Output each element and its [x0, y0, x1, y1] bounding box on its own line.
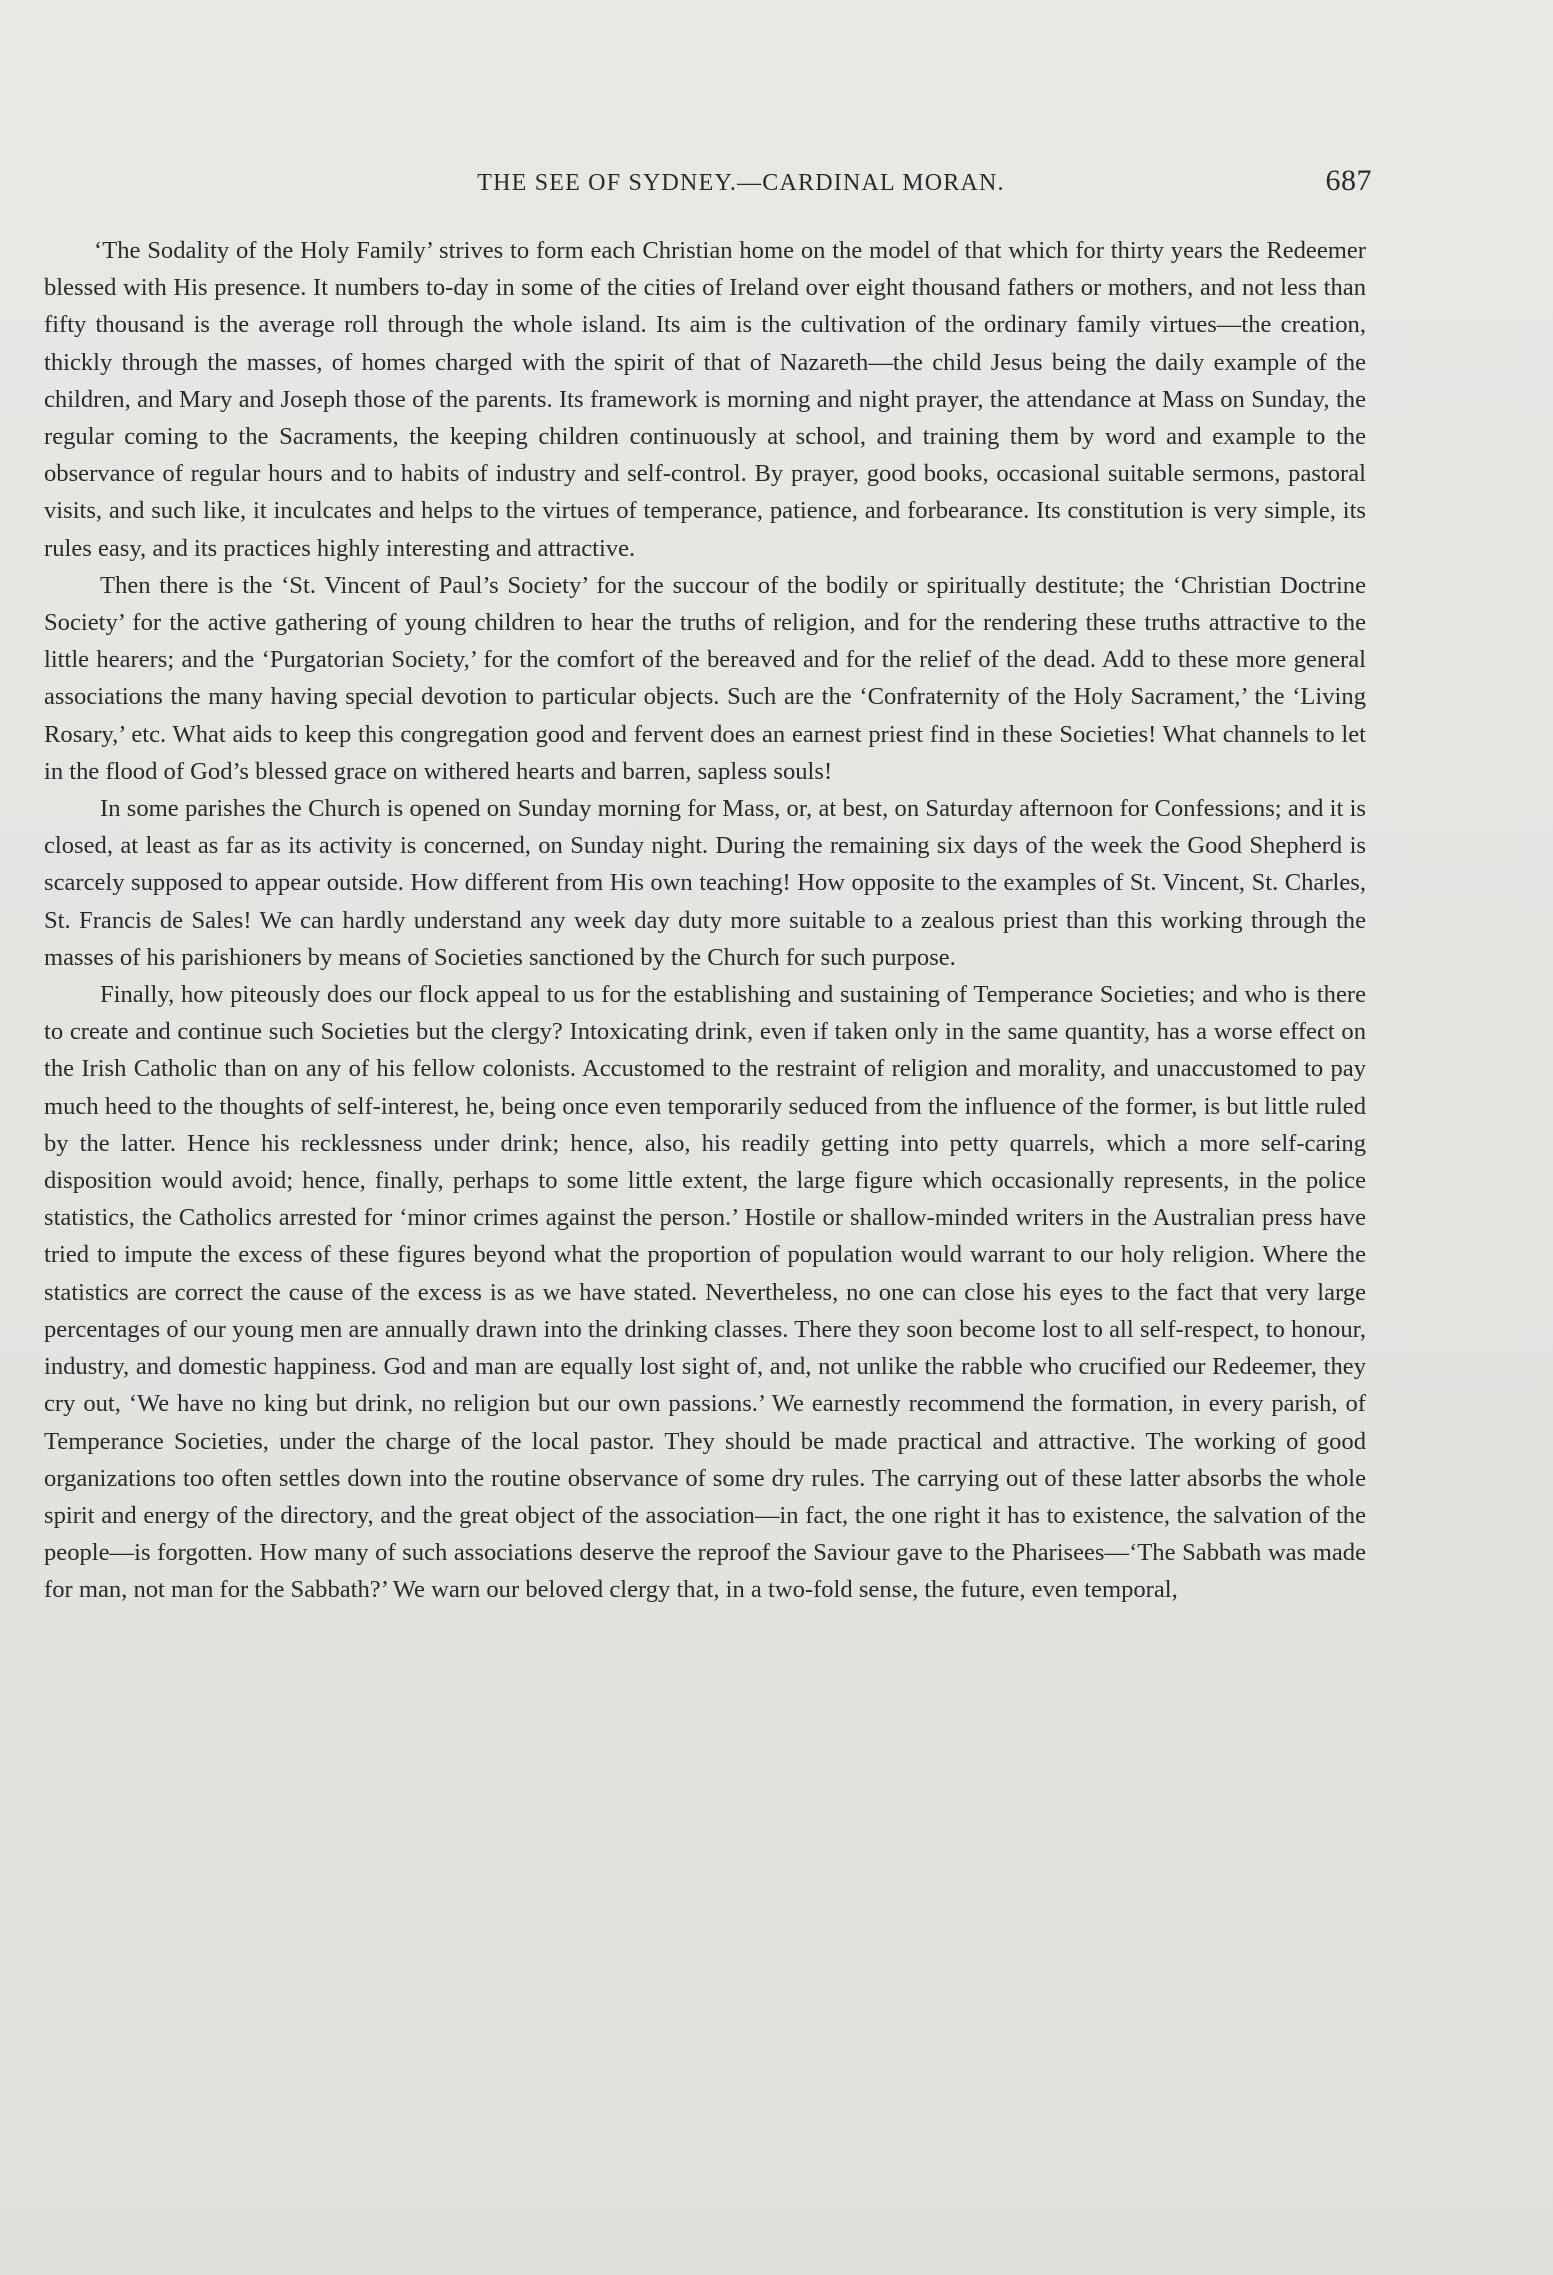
- running-head: [44, 160, 1372, 200]
- paragraph-temperance-societies: Finally, how piteously does our flock appeal to us for the establishing and sustaining of Temperance Societies; and who is there to create and continue such Societies but the clergy? Intoxicating drink, even if taken only in the same quantity, has a worse effect on the Irish Catholic than on any of his fellow colonists. Accustomed to the restraint of religion and morality, and unaccustomed to pay much heed to the thoughts of self-interest, he, being once even temporarily seduced from the influence of the former, is but little ruled by the latter. Hence his recklessness under drink; hence, also, his readily getting into petty quarrels, which a more self-caring disposition would avoid; hence, finally, perhaps to some little extent, the large figure which occasionally represents, in the police statistics, the Catholics arrested for ‘minor crimes against the person.’ Hostile or shallow-minded writers in the Australian press have tried to impute the excess of these figures beyond what the proportion of population would warrant to our holy religion. Where the statistics are correct the cause of the excess is as we have stated. Nevertheless, no one can close his eyes to the fact that very large percentages of our young men are annually drawn into the drinking classes. There they soon become lost to all self-respect, to honour, industry, and domestic happiness. God and man are equally lost sight of, and, not unlike the rabble who crucified our Redeemer, they cry out, ‘We have no king but drink, no religion but our own passions.’ We earnestly recommend the formation, in every parish, of Temperance Societies, under the charge of the local pastor. They should be made practical and attractive. The working of good organizations too often settles down into the routine observance of some dry rules. The carrying out of these latter absorbs the whole spirit and energy of the directory, and the great object of the association—in fact, the one right it has to existence, the salvation of the people—is forgotten. How many of such associations deserve the reproof the Saviour gave to the Pharisees—‘The Sabbath was made for man, not man for the Sabbath?’ We warn our beloved clergy that, in a two-fold sense, the future, even temporal,: [44, 981, 1366, 1604]
- running-title: THE SEE OF SYDNEY.—CARDINAL MORAN.: [477, 170, 1005, 196]
- body-text: [44, 232, 1366, 1609]
- paragraph-parish-activity: In some parishes the Church is opened on Sunday morning for Mass, or, at best, on Saturday afternoon for Confessions; and it is closed, at least as far as its activity is concerned, on Sunday night. During the remaining six days of the week the Good Shepherd is scarcely supposed to appear outside. How different from His own teaching! How opposite to the examples of St. Vincent, St. Charles, St. Francis de Sales! We can hardly understand any week day duty more suitable to a zealous priest than this working through the masses of his parishioners by means of Societies sanctioned by the Church for such purpose.: [44, 795, 1366, 971]
- paragraph-other-societies: Then there is the ‘St. Vincent of Paul’s Society’ for the succour of the bodily or spiritually destitute; the ‘Christian Doctrine Society’ for the active gathering of young children to hear the truths of religion, and for the rendering these truths attractive to the little hearers; and the ‘Purgatorian Society,’ for the comfort of the bereaved and for the relief of the dead. Add to these more general associations the many having special devotion to particular objects. Such are the ‘Confraternity of the Holy Sacrament,’ the ‘Living Rosary,’ etc. What aids to keep this congregation good and fervent does an earnest priest find in these Societies! What channels to let in the flood of God’s blessed grace on withered hearts and barren, sapless souls!: [44, 571, 1366, 785]
- page-number: 687: [1325, 164, 1372, 197]
- paragraph-holy-family-sodality: ‘The Sodality of the Holy Family’ strives to form each Christian home on the model of that which for thirty years the Redeemer blessed with His presence. It numbers to-day in some of the cities of Ireland over eight thousand fathers or mothers, and not less than fifty thousand is the average roll through the whole island. Its aim is the cultivation of the ordinary family virtues—the creation, thickly through the masses, of homes charged with the spirit of that of Nazareth—the child Jesus being the daily example of the children, and Mary and Joseph those of the parents. Its framework is morning and night prayer, the attendance at Mass on Sunday, the regular coming to the Sacraments, the keeping children continuously at school, and training them by word and example to the observance of regular hours and to habits of industry and self-control. By prayer, good books, occasional suitable sermons, pastoral visits, and such like, it inculcates and helps to the virtues of temperance, patience, and forbearance. Its constitution is very simple, its rules easy, and its practices highly interesting and attractive.: [44, 237, 1366, 562]
